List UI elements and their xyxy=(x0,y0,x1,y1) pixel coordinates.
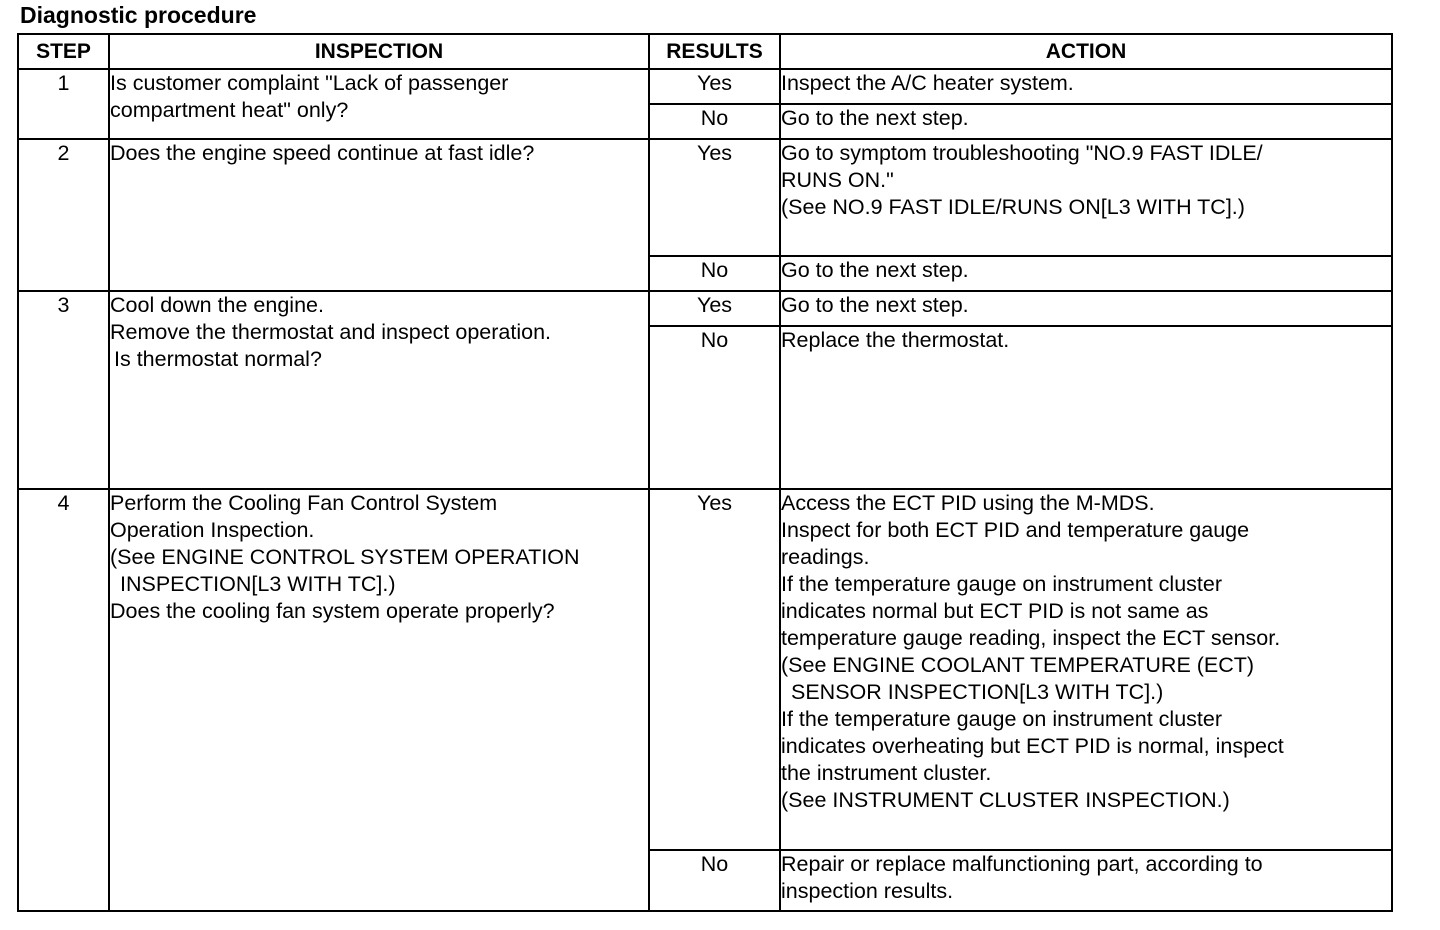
step-number: 3 xyxy=(18,291,109,489)
step-number: 2 xyxy=(18,139,109,291)
action-line: If the temperature gauge on instrument cluster xyxy=(781,572,1222,596)
action-line: Go to the next step. xyxy=(781,293,969,317)
result-no: No xyxy=(649,850,780,911)
inspection-line: (See ENGINE CONTROL SYSTEM OPERATION xyxy=(110,545,580,569)
action-line: SENSOR INSPECTION[L3 WITH TC].) xyxy=(791,680,1164,704)
inspection-cell xyxy=(109,69,649,139)
result-yes: Yes xyxy=(649,489,780,850)
action-line: readings. xyxy=(781,545,870,569)
result-no: No xyxy=(649,256,780,291)
step-number: 1 xyxy=(18,69,109,139)
diagnostic-table xyxy=(17,33,1393,912)
inspection-line: Remove the thermostat and inspect operation. xyxy=(110,320,552,344)
table-row xyxy=(18,69,1392,104)
inspection-line: Operation Inspection. xyxy=(110,518,315,542)
header-action: ACTION xyxy=(780,34,1392,69)
page-title: Diagnostic procedure xyxy=(20,2,257,28)
action-line: Go to symptom troubleshooting "NO.9 FAST IDLE/ xyxy=(781,141,1263,165)
action-line: Repair or replace malfunctioning part, according to xyxy=(781,852,1263,876)
action-cell xyxy=(780,489,1392,850)
action-line: RUNS ON." xyxy=(781,168,894,192)
table-row xyxy=(18,489,1392,850)
header-inspection: INSPECTION xyxy=(109,34,649,69)
header-step: STEP xyxy=(18,34,109,69)
table-row xyxy=(18,291,1392,326)
inspection-cell xyxy=(109,489,649,911)
action-line: (See ENGINE COOLANT TEMPERATURE (ECT) xyxy=(781,653,1255,677)
result-no: No xyxy=(649,326,780,489)
inspection-line: Is thermostat normal? xyxy=(114,347,322,371)
action-line: If the temperature gauge on instrument cluster xyxy=(781,707,1222,731)
action-line: Inspect the A/C heater system. xyxy=(781,71,1074,95)
action-line: Access the ECT PID using the M-MDS. xyxy=(781,491,1155,515)
header-row xyxy=(18,34,1392,69)
step-number: 4 xyxy=(18,489,109,911)
action-line: (See NO.9 FAST IDLE/RUNS ON[L3 WITH TC].) xyxy=(781,195,1245,219)
action-line: Inspect for both ECT PID and temperature gauge xyxy=(781,518,1250,542)
action-cell xyxy=(780,69,1392,104)
action-line: Go to the next step. xyxy=(781,258,969,282)
action-line: Replace the thermostat. xyxy=(781,328,1010,352)
inspection-line: Cool down the engine. xyxy=(110,293,324,317)
action-line: Go to the next step. xyxy=(781,106,969,130)
inspection-line: Perform the Cooling Fan Control System xyxy=(110,491,498,515)
result-yes: Yes xyxy=(649,291,780,326)
table-row xyxy=(18,139,1392,256)
result-no: No xyxy=(649,104,780,139)
action-line: the instrument cluster. xyxy=(781,761,992,785)
result-yes: Yes xyxy=(649,139,780,256)
action-line: indicates normal but ECT PID is not same as xyxy=(781,599,1209,623)
action-line: (See INSTRUMENT CLUSTER INSPECTION.) xyxy=(781,788,1230,812)
action-line: inspection results. xyxy=(781,879,954,903)
action-cell xyxy=(780,104,1392,139)
inspection-line: Does the cooling fan system operate properly? xyxy=(110,599,555,623)
header-results: RESULTS xyxy=(649,34,780,69)
action-cell xyxy=(780,256,1392,291)
action-cell xyxy=(780,326,1392,489)
inspection-line: Is customer complaint "Lack of passenger xyxy=(110,71,509,95)
inspection-line: Does the engine speed continue at fast idle? xyxy=(110,141,535,165)
action-cell xyxy=(780,139,1392,256)
action-cell xyxy=(780,850,1392,911)
inspection-cell xyxy=(109,291,649,489)
result-yes: Yes xyxy=(649,69,780,104)
action-line: indicates overheating but ECT PID is normal, inspect xyxy=(781,734,1284,758)
action-line: temperature gauge reading, inspect the ECT sensor. xyxy=(781,626,1281,650)
inspection-line: INSPECTION[L3 WITH TC].) xyxy=(120,572,396,596)
inspection-cell xyxy=(109,139,649,291)
inspection-line: compartment heat" only? xyxy=(110,98,349,122)
action-cell xyxy=(780,291,1392,326)
